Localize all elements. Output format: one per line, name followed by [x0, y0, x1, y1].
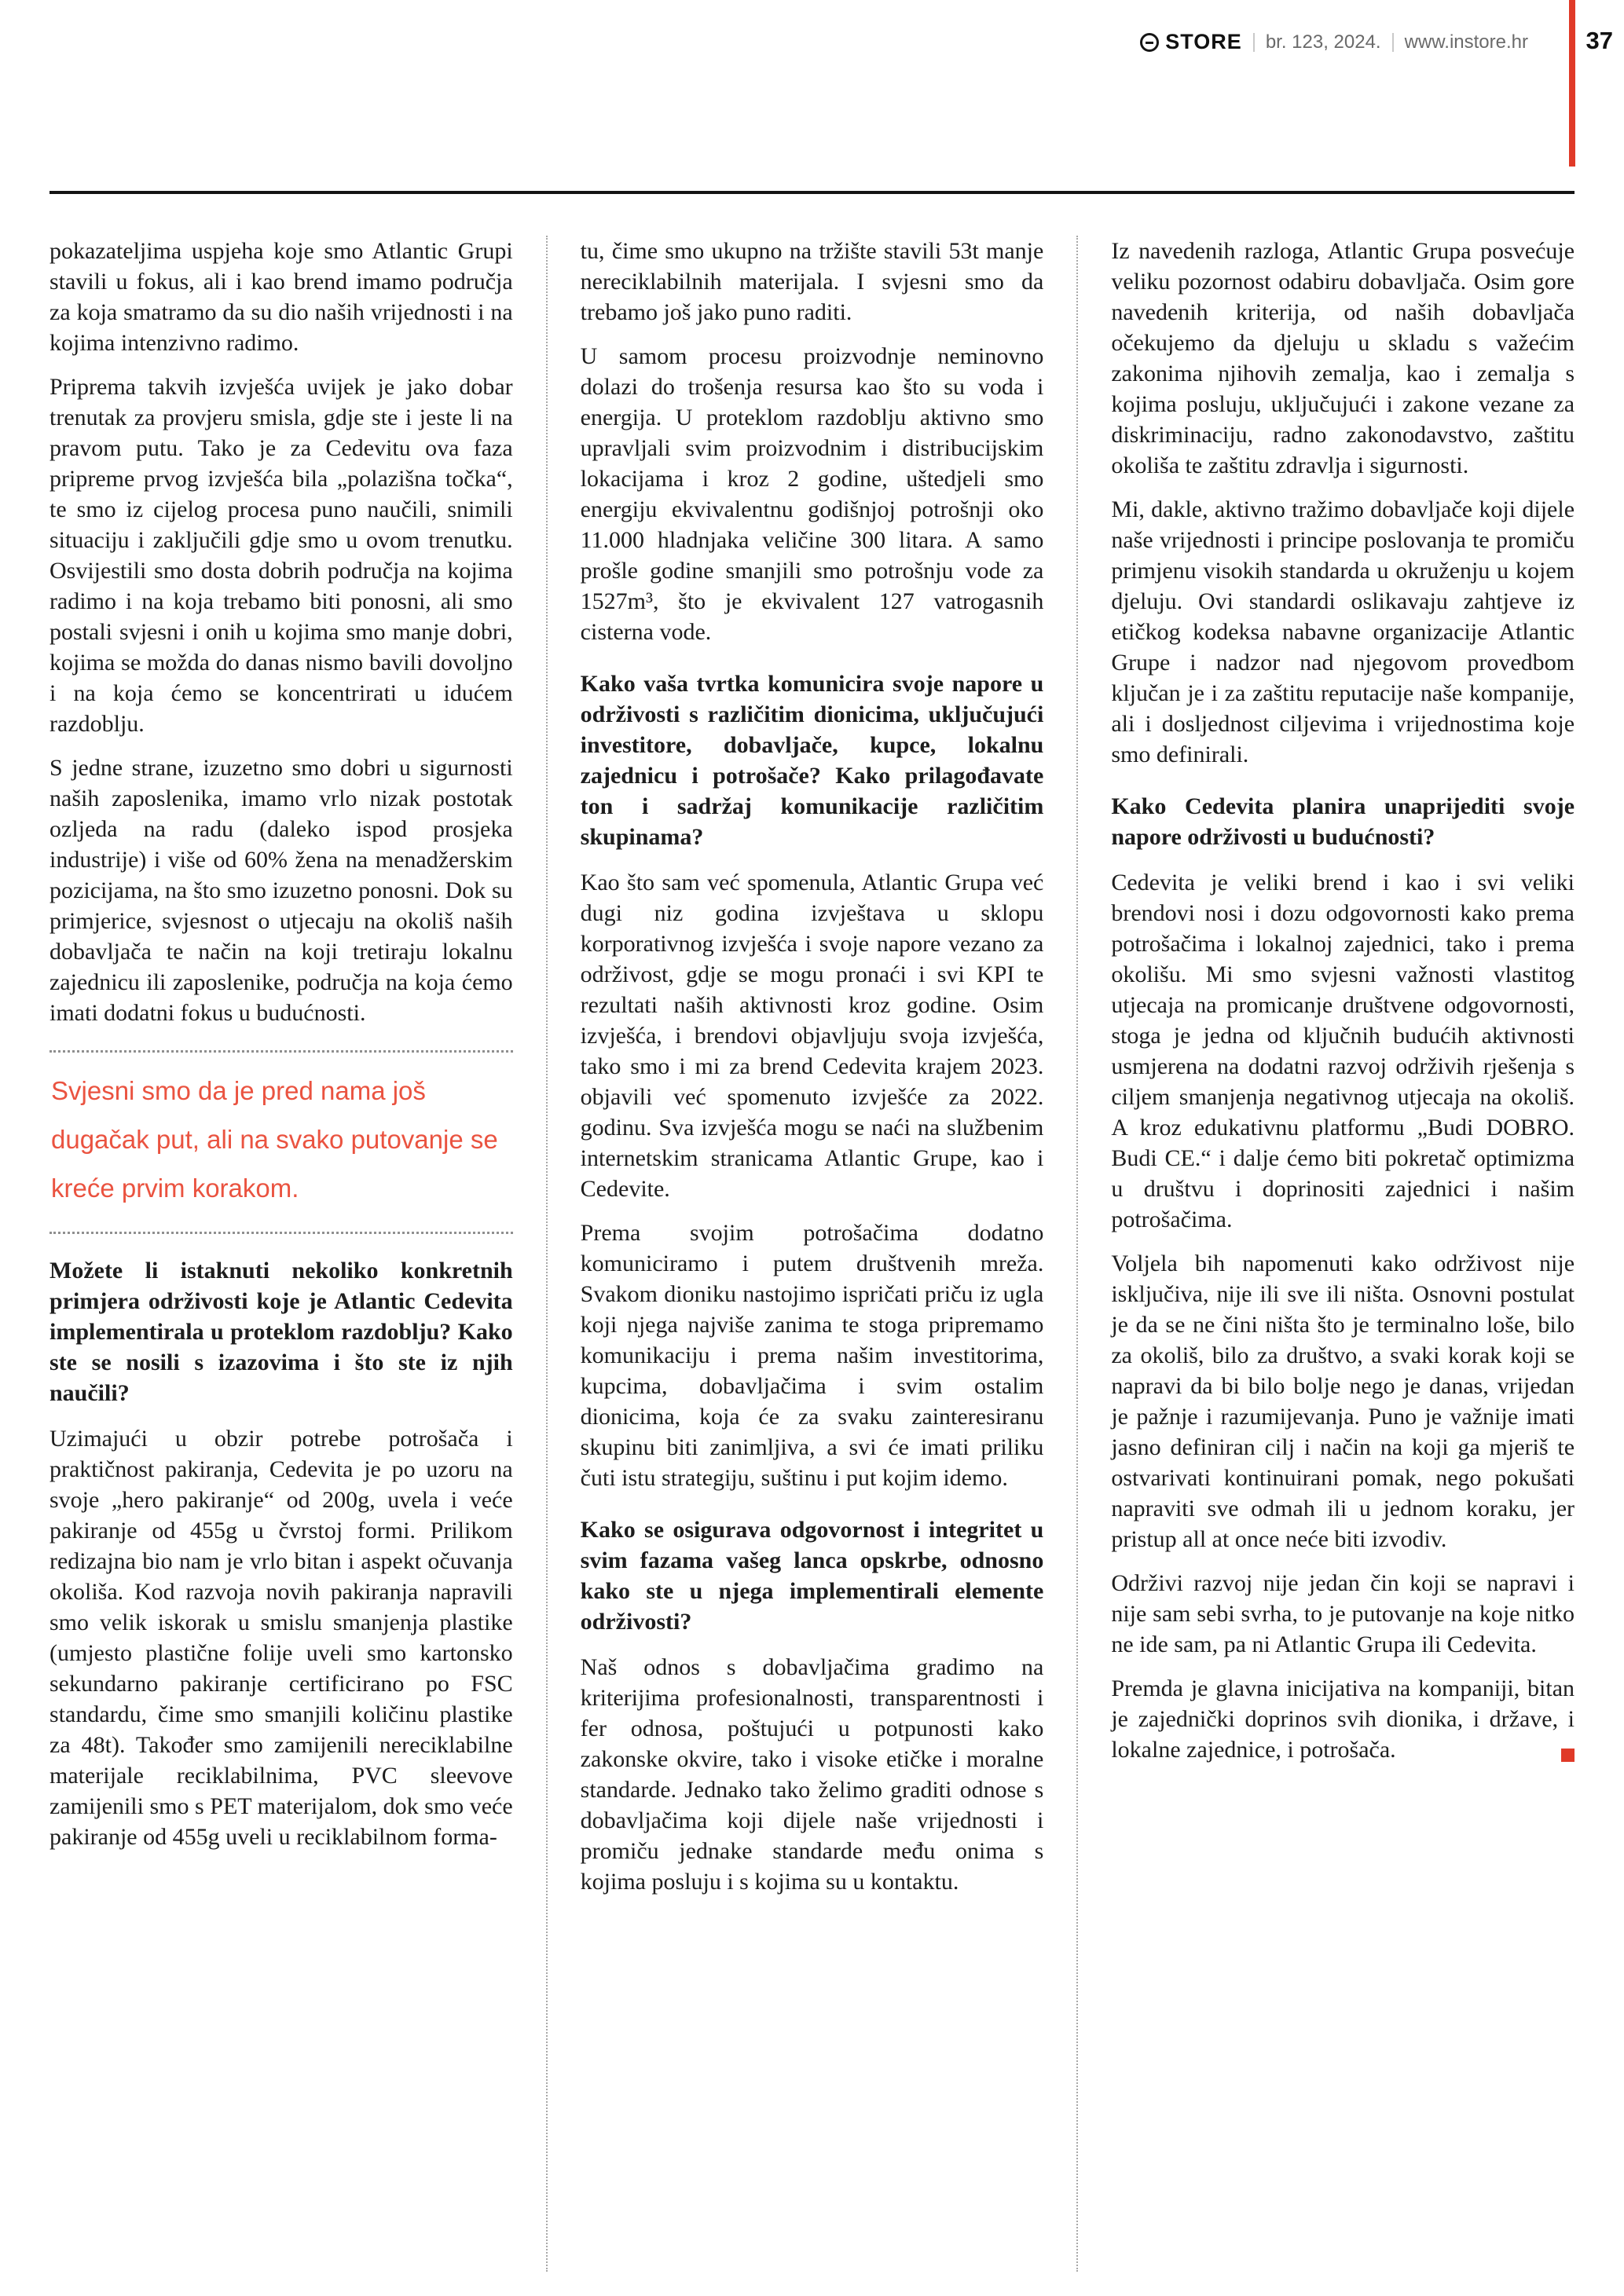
store-logo-text: STORE	[1165, 30, 1242, 53]
column-1	[49, 236, 513, 2272]
article-paragraph: Priprema takvih izvješća uvijek je jako dobar trenutak za provjeru smisla, gdje ste i jeste li na pravom putu. Tako je za Cedevitu ova faza pripreme prvog izvješća bila „polazišna točka“, te smo iz cijelog procesa puno naučili, snimili situaciju i zaključili gdje smo u ovom trenutku. Osvijestili smo dosta dobrih područja na kojima radimo i na koja trebamo biti ponosni, ali smo postali svjesni i onih u kojima smo manje dobri, kojima se možda do danas nismo bavili dovoljno i na koja ćemo se koncentrirati u idućem razdoblju.	[49, 374, 513, 737]
header-meta	[1140, 30, 1528, 54]
article-paragraph: Održivi razvoj nije jedan čin koji se napravi i nije sam sebi svrha, to je putovanje na koje nitko ne ide sam, pa ni Atlantic Grupa ili Cedevita.	[1111, 1570, 1575, 1657]
article-paragraph: Naš odnos s dobavljačima gradimo na kriterijima profesionalnosti, transparentnosti i fer odnosa, poštujući u potpunosti kako zakonske okvire, tako i visoke etičke i moralne standarde. Jednako tako želimo graditi odnose s dobavljačima koji dijele naše vrijednosti i promiču jednake standarde među onima s kojima posluju i s kojima su u kontaktu.	[580, 1654, 1044, 1895]
article-paragraph: Kao što sam već spomenula, Atlantic Grupa već dugi niz godina izvještava u sklopu korporativnog izvješća i svoje napore vezano za održivost, gdje se mogu pronaći i svi KPI te rezultati naših aktivnosti kroz godine. Osim izvješća, i brendovi objavljuju svoja izvješća, tako smo i mi za brend Cedevita krajem 2023. objavili već spomenuto izvješće za 2022. godinu. Sva izvješća mogu se naći na službenim internetskim stranicama Atlantic Grupe, kao i Cedevite.	[580, 870, 1044, 1202]
article-paragraph: Premda je glavna inicijativa na kompaniji, bitan je zajednički doprinos svih dionika, i države, i lokalne zajednice, i potrošača.	[1111, 1675, 1575, 1763]
article-paragraph: Mi, dakle, aktivno tražimo dobavljače koji dijele naše vrijednosti i principe poslovanja te promiču primjenu visokih standarda u okruženju u kojem djeluju. Ovi standardi oslikavaju zahtjeve iz etičkog kodeksa nabavne organizacije Atlantic Grupe i nadzor nad njegovom provedbom ključan je i za zaštitu reputacije naše kompanije, ali i dosljednost ciljevima i vrijednostima koje smo definirali.	[1111, 496, 1575, 767]
interview-question: Možete li istaknuti nekoliko konkretnih primjera održivosti koje je Atlantic Cedevita implementirala u proteklom razdoblju? Kako ste se nosili s izazovima i što ste iz njih naučili?	[49, 1258, 513, 1406]
column-separator	[1076, 236, 1078, 2272]
website-url: www.instore.hr	[1404, 31, 1528, 53]
accent-bar	[1569, 0, 1575, 167]
issue-number: br. 123, 2024.	[1265, 31, 1381, 53]
article-paragraph: tu, čime smo ukupno na tržište stavili 53t manje nereciklabilnih materijala. I svjesni smo da trebamo još jako puno raditi.	[580, 238, 1044, 325]
article-columns	[49, 236, 1575, 2272]
interview-question: Kako se osigurava odgovornost i integritet u svim fazama vašeg lanca opskrbe, odnosno kako ste u njega implementirali elemente održivosti?	[580, 1517, 1044, 1635]
header-rule	[49, 191, 1575, 194]
interview-question: Kako vaša tvrtka komunicira svoje napore u održivosti s različitim dionicima, uključujući investitore, dobavljače, kupce, lokalnu zajednicu i potrošače? Kako prilagođavate ton i sadržaj komunikacije različitim skupinama?	[580, 671, 1044, 850]
header-divider	[1253, 33, 1255, 52]
page-number: 37	[1586, 27, 1613, 54]
article-paragraph: pokazateljima uspjeha koje smo Atlantic Grupi stavili u fokus, ali i kao brend imamo područja za koja smatramo da su dio naših vrijednosti i na kojima intenzivno radimo.	[49, 238, 513, 356]
column-2	[581, 236, 1044, 2272]
article-paragraph: Cedevita je veliki brend i kao i svi veliki brendovi nosi i dozu odgovornosti kako prema potrošačima i lokalnoj zajednici, tako i prema okolišu. Mi smo svjesni važnosti vlastitog utjecaja na promicanje društvene odgovornosti, stoga je jedna od ključnih budućih aktivnosti usmjerena na dodatni razvoj održivih rješenja s ciljem smanjenja negativnog utjecaja na okoliš. A kroz edukativnu platformu „Budi DOBRO. Budi CE.“ i dalje ćemo biti pokretač optimizma u društvu i doprinositi zajednici i našim potrošačima.	[1111, 870, 1575, 1232]
article-paragraph: Uzimajući u obzir potrebe potrošača i praktičnost pakiranja, Cedevita je po uzoru na svoje „hero pakiranje“ od 200g, uvela i veće pakiranje od 455g u čvrstoj formi. Prilikom redizajna bio nam je vrlo bitan i aspekt očuvanja okoliša. Kod razvoja novih pakiranja napravili smo velik iskorak u smislu smanjenja plastike (umjesto plastične folije uveli smo kartonsko sekundarno pakiranje certificirano po FSC standardu, čime smo smanjili količinu plastike za 48t). Također smo zamijenili nereciklabilne materijale reciklabilnima, PVC sleevove zamijenili smo s PET materijalom, dok smo veće pakiranje od 455g uveli u reciklabilnom forma-	[49, 1426, 513, 1850]
store-logo	[1140, 30, 1242, 54]
article-paragraph: S jedne strane, izuzetno smo dobri u sigurnosti naših zaposlenika, imamo vrlo nizak postotak ozljeda na radu (daleko ispod prosjeka industrije) i više od 60% žena na menadžerskim pozicijama, na što smo izuzetno ponosni. Dok su primjerice, svjesnost o utjecaju na okoliš naših dobavljača te način na koji tretiraju lokalnu zajednicu ili zaposlenike, područja na koja ćemo imati dodatni fokus u budućnosti.	[49, 755, 513, 1026]
interview-question: Kako Cedevita planira unaprijediti svoje napore održivosti u budućnosti?	[1111, 793, 1575, 850]
column-separator	[546, 236, 548, 2272]
article-paragraph: Iz navedenih razloga, Atlantic Grupa posvećuje veliku pozornost odabiru dobavljača. Osim gore navedenih kriterija, od naših dobavljača očekujemo da djeluju u skladu s važećim zakonima njihovih zemalja, kao i zemalja s kojima posluju, uključujući i zakone vezane za diskriminaciju, radno zakonodavstvo, zaštitu okoliša te zaštitu zdravlja i sigurnosti.	[1111, 238, 1575, 478]
article-paragraph: Prema svojim potrošačima dodatno komuniciramo i putem društvenih mreža. Svakom dioniku nastojimo ispričati priču iz ugla koji njega najviše zanima te stoga pripremamo komunikaciju i prema našim investitorima, kupcima, dobavljačima i svim ostalim dionicima, koja će za svaku zainteresiranu skupinu biti zanimljiva, a svi će imati priliku čuti istu strategiju, suštinu i put kojim idemo.	[580, 1220, 1044, 1491]
article-paragraph: U samom procesu proizvodnje neminovno dolazi do trošenja resursa kao što su voda i energija. U proteklom razdoblju aktivno smo upravljali svim proizvodnim i distribucijskim lokacijama i kroz 2 godine, uštedjeli smo energiju ekvivalentnu godišnjoj potrošnji oko 11.000 hladnjaka veličine 300 litara. A samo prošle godine smanjili smo potrošnju vode za 1527m³, što je ekvivalent 127 vatrogasnih cisterna vode.	[580, 343, 1044, 645]
article-paragraph: Voljela bih napomenuti kako održivost nije isključiva, nije ili sve ili ništa. Osnovni postulat je da se ne čini ništa što je terminalno loše, bilo za okoliš, bilo za društvo, a svaki korak koji se napravi da bi bilo bolje nego je danas, vrijedan je pažnje i razumijevanja. Puno je važnije imati jasno definiran cilj i način na koji ga mjeriš te ostvarivati kontinuirani pomak, nego pokušati napraviti sve odmah ili u jednom koraku, jer pristup all at once neće biti izvodiv.	[1111, 1251, 1575, 1552]
column-3	[1111, 236, 1575, 2272]
header-divider	[1392, 33, 1394, 52]
end-mark	[1561, 1749, 1575, 1762]
store-logo-icon	[1140, 33, 1159, 52]
pull-quote: Svjesni smo da je pred nama još dugačak put, ali na svako putovanje se kreće prvim korakom.	[49, 1050, 513, 1234]
